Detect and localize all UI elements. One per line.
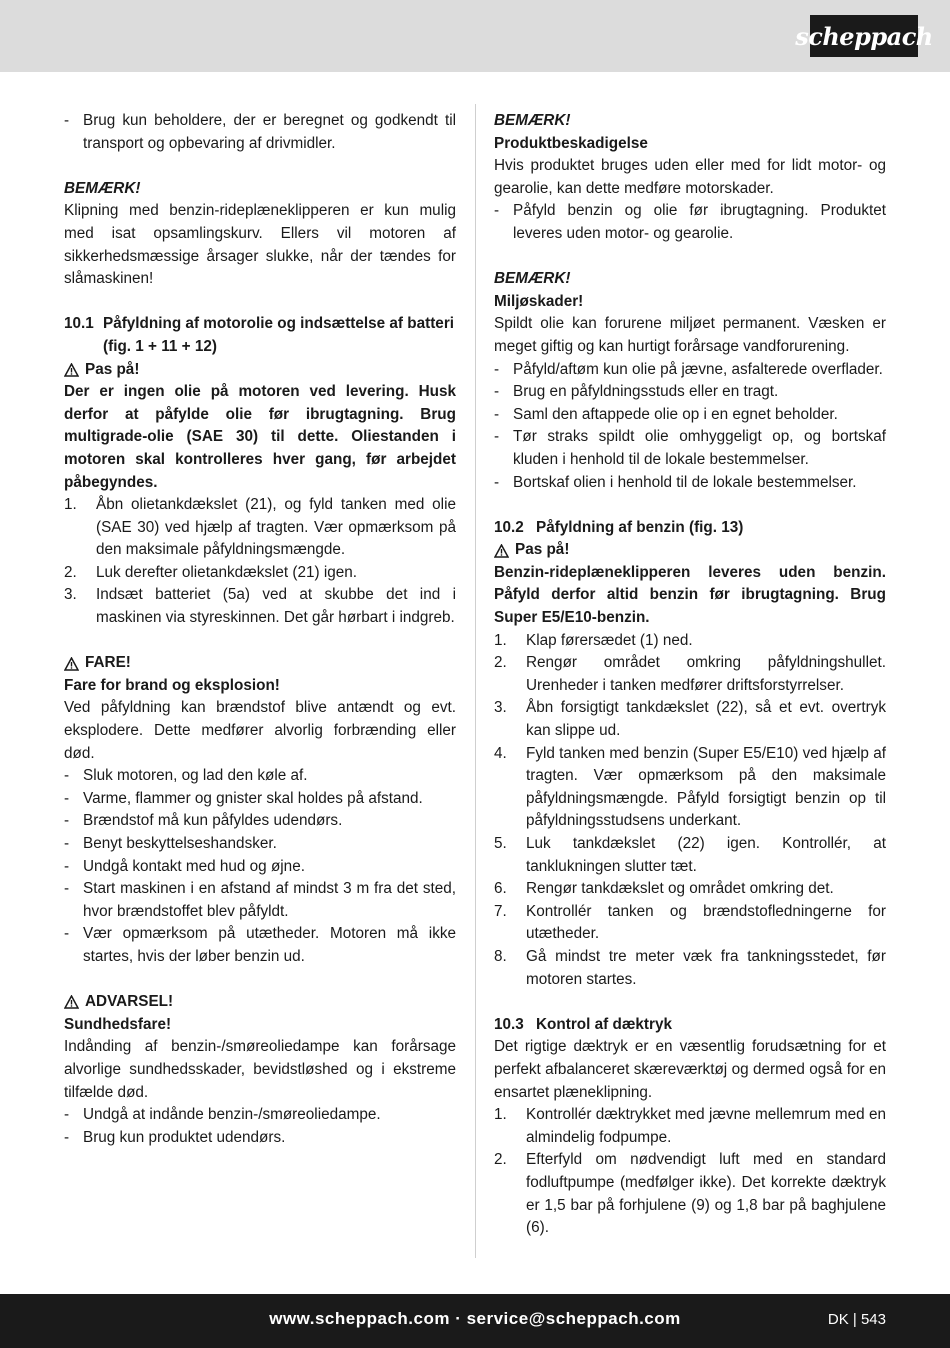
caution-label: Pas på! bbox=[494, 539, 886, 562]
section-heading: 10.1 Påfyldning af motorolie og indsættelse af batteri (fig. 1 + 11 + 12) bbox=[64, 315, 455, 355]
list-item: - Varme, flammer og gnister skal holdes på afstand. bbox=[64, 789, 423, 807]
list-item: - Start maskinen i en afstand af mindst 3 m fra det sted, hvor brændstoffet blev påfyldt. bbox=[64, 880, 456, 920]
step-item: 4. Fyld tanken med benzin (Super E5/E10) ved hjælp af tragten. Vær opmærksom på den maksimale påfyldningsmængde. Påfyld forsigtigt benzin op til påfyldningsstudsens underkant. bbox=[494, 744, 886, 830]
footer-contact: www.scheppach.com · service@scheppach.com bbox=[269, 1309, 681, 1328]
danger-text: Ved påfyldning kan brændstof blive antændt og evt. eksplodere. Dette medfører alvorlig forbrænding eller død. bbox=[64, 699, 456, 762]
step-item: 2. Luk derefter olietankdækslet (21) igen. bbox=[64, 563, 358, 581]
step-item: 8. Gå mindst tre meter væk fra tankningsstedet, før motoren startes. bbox=[494, 947, 886, 988]
left-column bbox=[64, 110, 456, 1149]
caution-label: Pas på! bbox=[64, 359, 456, 382]
list-item: - Undgå kontakt med hud og øjne. bbox=[64, 857, 305, 875]
list-item: - Påfyld/aftøm kun olie på jævne, asfalterede overflader. bbox=[494, 360, 883, 378]
step-item: 6. Rengør tankdækslet og området omkring det. bbox=[494, 880, 834, 898]
step-item: 2. Rengør området omkring påfyldningshullet. Urenheder i tanken medfører driftsforstyrrelser. bbox=[494, 654, 886, 694]
warning-subtitle: Sundhedsfare! bbox=[64, 1015, 172, 1033]
list-item: - Undgå at indånde benzin-/smøreoliedampe. bbox=[64, 1106, 381, 1124]
list-item: - Sluk motoren, og lad den køle af. bbox=[64, 767, 308, 785]
step-item: 3. Åbn forsigtigt tankdækslet (22), så et evt. overtryk kan slippe ud. bbox=[494, 699, 886, 740]
list-item: - Tør straks spildt olie omhyggeligt op, og bortskaf kluden i henhold til de lokale bestemmelser. bbox=[494, 428, 886, 468]
note-title: BEMÆRK! bbox=[494, 270, 571, 288]
list-item: - Påfyld benzin og olie før ibrugtagning. Produktet leveres uden motor- og gearolie. bbox=[494, 202, 886, 242]
step-item: 3. Indsæt batteriet (5a) ved at skubbe det ind i maskinen via styreskinnen. Det går hørbart i indgreb. bbox=[64, 586, 456, 627]
list-item: - Bortskaf olien i henhold til de lokale bestemmelser. bbox=[494, 473, 857, 491]
warning-triangle-icon bbox=[494, 544, 509, 558]
column-divider bbox=[475, 104, 476, 1258]
list-item: - Vær opmærksom på utætheder. Motoren må ikke startes, hvis der løber benzin ud. bbox=[64, 925, 456, 965]
section-heading: 10.2 Påfyldning af benzin (fig. 13) bbox=[494, 518, 744, 536]
note-text: Hvis produktet bruges uden eller med for lidt motor- og gearolie, kan dette medføre motorskader. bbox=[494, 157, 886, 197]
caution-text: Der er ingen olie på motoren ved levering. Husk derfor at påfylde olie før ibrugtagning. Brug multigrade-olie (SAE 30) til dette. Oliestanden i motoren skal kontrolleres hver gang, før arbejdet påbegyndes. bbox=[64, 383, 456, 491]
footer-bar bbox=[0, 1294, 950, 1348]
list-item: - Brændstof må kun påfyldes udendørs. bbox=[64, 812, 343, 830]
brand-logo: scheppach bbox=[810, 15, 918, 57]
step-item: 1. Klap førersædet (1) ned. bbox=[494, 631, 693, 649]
step-item: 5. Luk tankdækslet (22) igen. Kontrollér, at tanklukningen slutter tæt. bbox=[494, 835, 886, 875]
step-item: 7. Kontrollér tanken og brændstofledningerne for utætheder. bbox=[494, 902, 886, 943]
note-subtitle: Miljøskader! bbox=[494, 292, 584, 310]
list-item: - Saml den aftappede olie op i en egnet beholder. bbox=[494, 405, 838, 423]
danger-label: FARE! bbox=[64, 652, 456, 675]
caution-text: Benzin-rideplæneklipperen leveres uden benzin. Påfyld derfor altid benzin før ibrugtagning. Brug Super E5/E10-benzin. bbox=[494, 563, 886, 627]
note-title: BEMÆRK! bbox=[64, 179, 141, 197]
list-item: - Benyt beskyttelseshandsker. bbox=[64, 835, 277, 852]
page-number: DK | 543 bbox=[827, 1311, 886, 1328]
section-heading: 10.3 Kontrol af dæktryk bbox=[494, 1015, 672, 1033]
list-item: - Brug kun beholdere, der er beregnet og godkendt til transport og opbevaring af drivmidler. bbox=[64, 112, 456, 152]
list-item: - Brug kun produktet udendørs. bbox=[64, 1128, 286, 1146]
warning-label: ADVARSEL! bbox=[64, 991, 456, 1014]
list-item: - Brug en påfyldningsstuds eller en tragt. bbox=[494, 383, 779, 401]
note-title: BEMÆRK! bbox=[494, 112, 571, 129]
warning-triangle-icon bbox=[64, 363, 79, 377]
note-subtitle: Produktbeskadigelse bbox=[494, 134, 648, 152]
right-column bbox=[494, 110, 886, 1240]
step-item: 1. Kontrollér dæktrykket med jævne mellemrum med en almindelig fodpumpe. bbox=[494, 1106, 886, 1146]
header-bar bbox=[0, 0, 950, 72]
warning-text: Indånding af benzin-/smøreoliedampe kan forårsage alvorlige sundhedsskader, bevidstløshed og i ekstreme tilfælde død. bbox=[64, 1038, 456, 1101]
section-text: Det rigtige dæktryk er en væsentlig forudsætning for et perfekt afbalanceret skæreværktøj og dermed også for en ensartet plæneklipning. bbox=[494, 1038, 886, 1101]
warning-triangle-icon bbox=[64, 995, 79, 1009]
danger-subtitle: Fare for brand og eksplosion! bbox=[64, 676, 280, 694]
note-text: Klipning med benzin-rideplæneklipperen er kun mulig med isat opsamlingskurv. Ellers vil motoren af sikkerhedsmæssige årsager slukke, når der tændes for slåmaskinen! bbox=[64, 202, 456, 288]
warning-triangle-icon bbox=[64, 657, 79, 671]
note-text: Spildt olie kan forurene miljøet permanent. Væsken er meget giftig og kan hurtigt forårsage vandforurening. bbox=[494, 315, 886, 355]
step-item: 2. Efterfyld om nødvendigt luft med en standard fodluftpumpe (medfølger ikke). Det korrekte dæktryk er 1,5 bar på forhjulene (9) og 1,8 bar på baghjulene (6). bbox=[494, 1151, 886, 1237]
step-item: 1. Åbn olietankdækslet (21), og fyld tanken med olie (SAE 30) ved hjælp af tragten. Vær opmærksom på den maksimale påfyldningsmængde. bbox=[64, 496, 456, 559]
